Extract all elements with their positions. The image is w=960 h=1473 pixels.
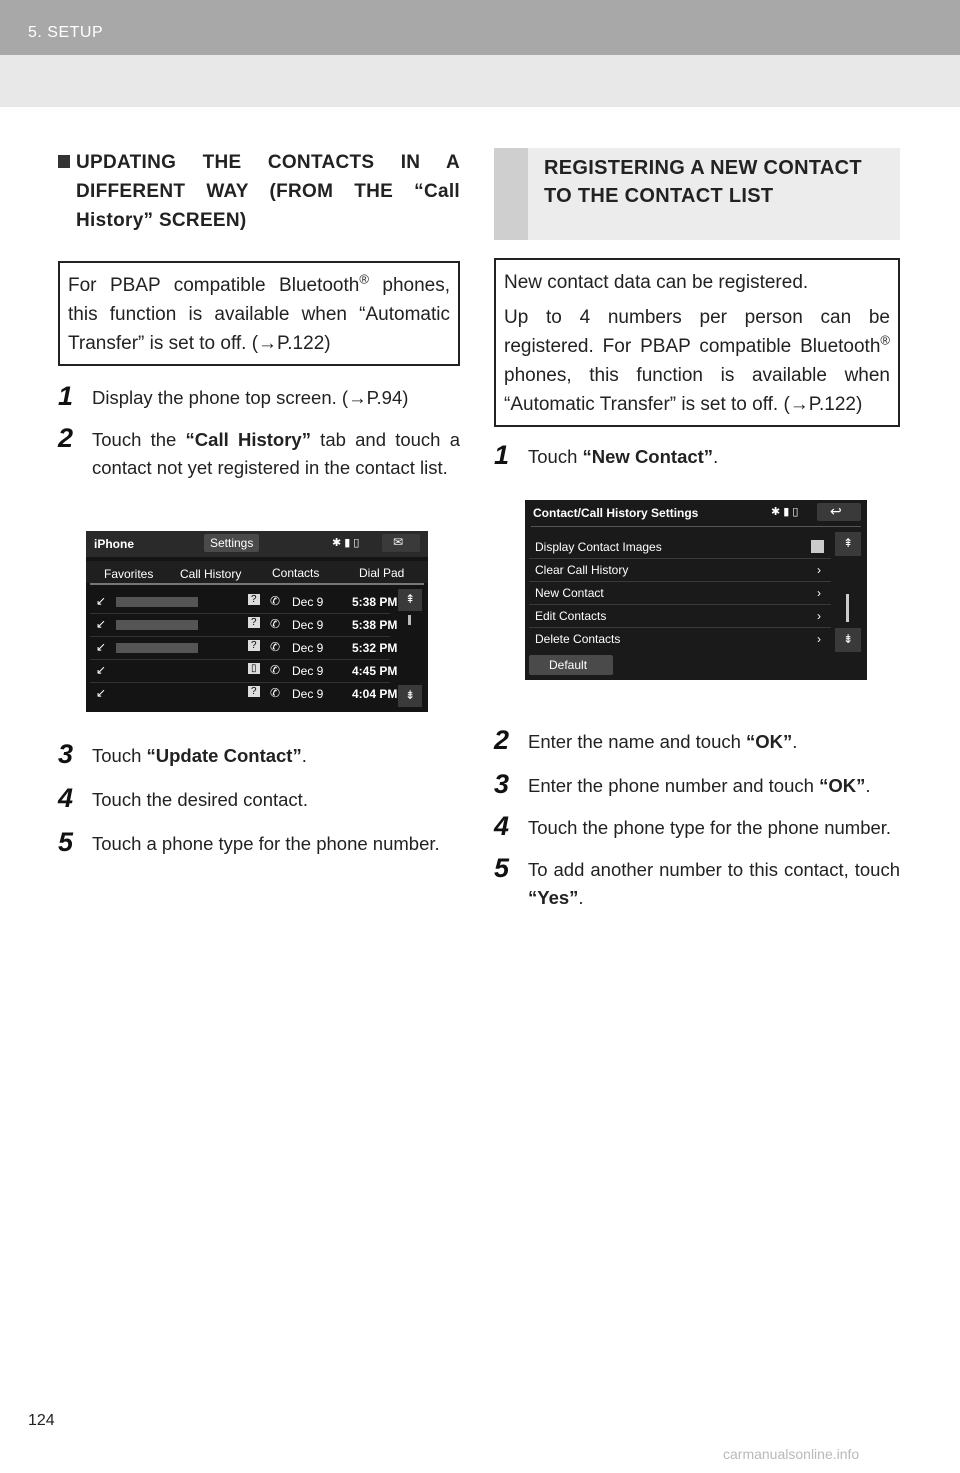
back-button[interactable]: [817, 503, 861, 521]
scroll-up-button[interactable]: [398, 589, 422, 611]
scroll-top-icon: ⇞: [843, 536, 854, 550]
header-bar: [0, 0, 960, 55]
heading-text: UPDATING THE CONTACTS IN A DIFFERENT WAY (FROM THE “Call History” SCREEN): [76, 152, 460, 231]
step-number: 5: [58, 827, 74, 857]
unknown-contact-icon: ?: [248, 640, 260, 651]
updating-contacts-heading: [58, 148, 460, 235]
phone-icon: ✆: [270, 617, 281, 631]
note-text-1: New contact data can be registered.: [504, 272, 809, 293]
step-number: 1: [58, 381, 74, 411]
step-number: 3: [58, 739, 74, 769]
step-number: 4: [58, 783, 74, 813]
step-text-end: .: [301, 745, 307, 766]
scroll-down-button[interactable]: [835, 628, 861, 652]
call-date: Dec 9: [292, 687, 324, 701]
list-item[interactable]: [529, 559, 831, 582]
call-date: Dec 9: [292, 641, 324, 655]
step-2: [494, 725, 900, 756]
call-time: 5:32 PM: [352, 641, 398, 655]
scroll-up-button[interactable]: [835, 532, 861, 556]
menu-item-label: Display Contact Images: [535, 540, 662, 554]
step-4: [58, 783, 460, 814]
mobile-phone-icon: ▯: [248, 663, 260, 674]
tab-favorites[interactable]: Favorites: [104, 567, 154, 581]
list-item[interactable]: [529, 536, 831, 559]
blurred-number: [116, 620, 198, 630]
update-contact-label: “Update Contact”: [146, 745, 302, 766]
call-time: 5:38 PM: [352, 618, 398, 632]
step-number: 5: [494, 853, 510, 883]
phone-icon: ✆: [270, 640, 281, 654]
contact-settings-screen: [525, 500, 867, 680]
registered-mark: ®: [880, 332, 890, 348]
step-number: 3: [494, 769, 510, 799]
unknown-contact-icon: ?: [248, 617, 260, 628]
list-item[interactable]: [90, 660, 398, 683]
right-steps-continued: [494, 725, 900, 912]
step-1: [494, 440, 900, 471]
mail-icon: ✉: [393, 535, 404, 549]
menu-item-label: New Contact: [535, 586, 604, 600]
scroll-top-icon: ⇞: [405, 592, 416, 606]
call-date: Dec 9: [292, 618, 324, 632]
heading-bar: [494, 148, 528, 240]
yes-label: “Yes”: [528, 887, 579, 908]
settings-list: [529, 536, 831, 648]
call-time: 4:45 PM: [352, 664, 398, 678]
chevron-right-icon: ›: [817, 586, 821, 600]
incoming-call-icon: ↙: [96, 594, 107, 608]
list-item[interactable]: [529, 582, 831, 605]
default-button-label: Default: [549, 658, 588, 672]
step-text-end: .: [865, 775, 871, 796]
menu-item-label: Edit Contacts: [535, 609, 607, 623]
note-text: [68, 271, 450, 358]
call-history-label: “Call History”: [185, 429, 311, 450]
scroll-bottom-icon: ⇟: [405, 688, 416, 702]
step-text-end: .: [713, 446, 719, 467]
new-contact-label: “New Contact”: [582, 446, 714, 467]
call-list: [90, 591, 398, 705]
step-number: 1: [494, 440, 510, 470]
scrollbar-thumb[interactable]: [408, 615, 411, 625]
note-text-part2: phones, this function is available when “Automatic Transfer” is set to off. (→P.122): [68, 275, 450, 354]
unknown-contact-icon: ?: [248, 594, 260, 605]
blurred-number: [116, 597, 198, 607]
step-text-end: .: [792, 731, 798, 752]
call-date: Dec 9: [292, 595, 324, 609]
list-item[interactable]: [90, 591, 398, 614]
tab-contacts[interactable]: Contacts: [272, 566, 320, 580]
menu-item-label: Clear Call History: [535, 563, 629, 577]
call-time: 4:04 PM: [352, 687, 398, 701]
heading-text: REGISTERING A NEW CONTACT TO THE CONTACT LIST: [544, 157, 862, 207]
missed-call-icon: ↙: [96, 617, 107, 631]
left-column: [58, 148, 460, 482]
tab-call-history[interactable]: Call History: [180, 567, 242, 581]
phone-icon: ✆: [270, 594, 281, 608]
chevron-right-icon: ›: [817, 632, 821, 646]
menu-item-label: Delete Contacts: [535, 632, 621, 646]
right-column: [494, 148, 900, 471]
step-text: Display the phone top screen. (→P.94): [92, 387, 409, 408]
step-text: Touch: [528, 446, 583, 467]
list-item[interactable]: [90, 637, 398, 660]
bluetooth-signal-icon: ✱ ▮ ▯: [771, 506, 799, 518]
step-text: To add another number to this contact, touch: [528, 859, 900, 880]
call-time: 5:38 PM: [352, 595, 398, 609]
back-arrow-icon: ↩: [830, 503, 842, 519]
header-band: [0, 55, 960, 107]
scroll-bottom-icon: ⇟: [843, 632, 854, 646]
chevron-right-icon: ›: [817, 563, 821, 577]
list-item[interactable]: [529, 628, 831, 650]
step-3: [58, 739, 460, 770]
incoming-call-icon: ↙: [96, 640, 107, 654]
registering-contact-heading: [494, 148, 900, 240]
scrollbar-thumb[interactable]: [846, 594, 849, 622]
call-date: Dec 9: [292, 664, 324, 678]
step-text: Touch the: [92, 429, 186, 450]
step-text-end: .: [578, 887, 584, 908]
page-number: 124: [28, 1412, 55, 1429]
step-2: [58, 423, 460, 482]
watermark: carmanualsonline.info: [723, 1446, 860, 1462]
unknown-contact-icon: ?: [248, 686, 260, 697]
step-text: Touch the desired contact.: [92, 789, 308, 810]
section-title: 5. SETUP: [28, 24, 104, 41]
blurred-number: [116, 643, 198, 653]
checkbox[interactable]: [811, 540, 824, 553]
screen-title: Contact/Call History Settings: [533, 506, 699, 520]
registered-mark: ®: [359, 271, 369, 287]
step-text: Touch the phone type for the phone number.: [528, 817, 892, 838]
default-button[interactable]: [529, 655, 613, 675]
note-text-part1: For PBAP compatible Bluetooth: [68, 275, 360, 296]
call-history-screen: [86, 531, 428, 712]
bluetooth-signal-icon: ✱ ▮ ▯: [332, 537, 360, 549]
tab-dial-pad[interactable]: Dial Pad: [359, 566, 405, 580]
step-number: 4: [494, 811, 510, 841]
list-item[interactable]: [529, 605, 831, 628]
note-text-part2: phones, this function is available when “Automatic Transfer” is set to off. (→P.122): [504, 365, 890, 415]
chevron-right-icon: ›: [817, 609, 821, 623]
phone-icon: ✆: [270, 663, 281, 677]
step-5: [494, 853, 900, 912]
incoming-call-icon: ↙: [96, 686, 107, 700]
step-number: 2: [58, 423, 74, 453]
step-text: Enter the name and touch: [528, 731, 747, 752]
incoming-call-icon: ↙: [96, 663, 107, 677]
info-note-box: [58, 261, 460, 366]
note-text-2: [504, 303, 890, 419]
step-text-end: tab and touch a contact not yet registered in the contact list.: [92, 429, 460, 478]
settings-button[interactable]: Settings: [204, 534, 259, 552]
step-1: [58, 381, 460, 412]
step-text: Enter the phone number and touch: [528, 775, 820, 796]
step-text: Touch a phone type for the phone number.: [92, 833, 440, 854]
square-bullet-icon: [58, 155, 70, 168]
tab-underline: [90, 583, 424, 585]
ok-label: “OK”: [746, 731, 793, 752]
message-button[interactable]: [382, 534, 420, 552]
list-item[interactable]: [90, 614, 398, 637]
note-text-part1: Up to 4 numbers per person can be registered. For PBAP compatible Bluetooth: [504, 307, 890, 357]
step-number: 2: [494, 725, 510, 755]
device-name: iPhone: [94, 537, 135, 551]
info-note-box: [494, 258, 900, 427]
step-3: [494, 769, 900, 800]
scroll-down-button[interactable]: [398, 685, 422, 707]
ok-label: “OK”: [819, 775, 866, 796]
step-4: [494, 811, 900, 842]
title-divider: [531, 526, 861, 527]
list-item[interactable]: [90, 683, 398, 705]
step-text: Touch: [92, 745, 147, 766]
step-5: [58, 827, 460, 858]
left-steps-continued: [58, 739, 460, 858]
phone-icon: ✆: [270, 686, 281, 700]
